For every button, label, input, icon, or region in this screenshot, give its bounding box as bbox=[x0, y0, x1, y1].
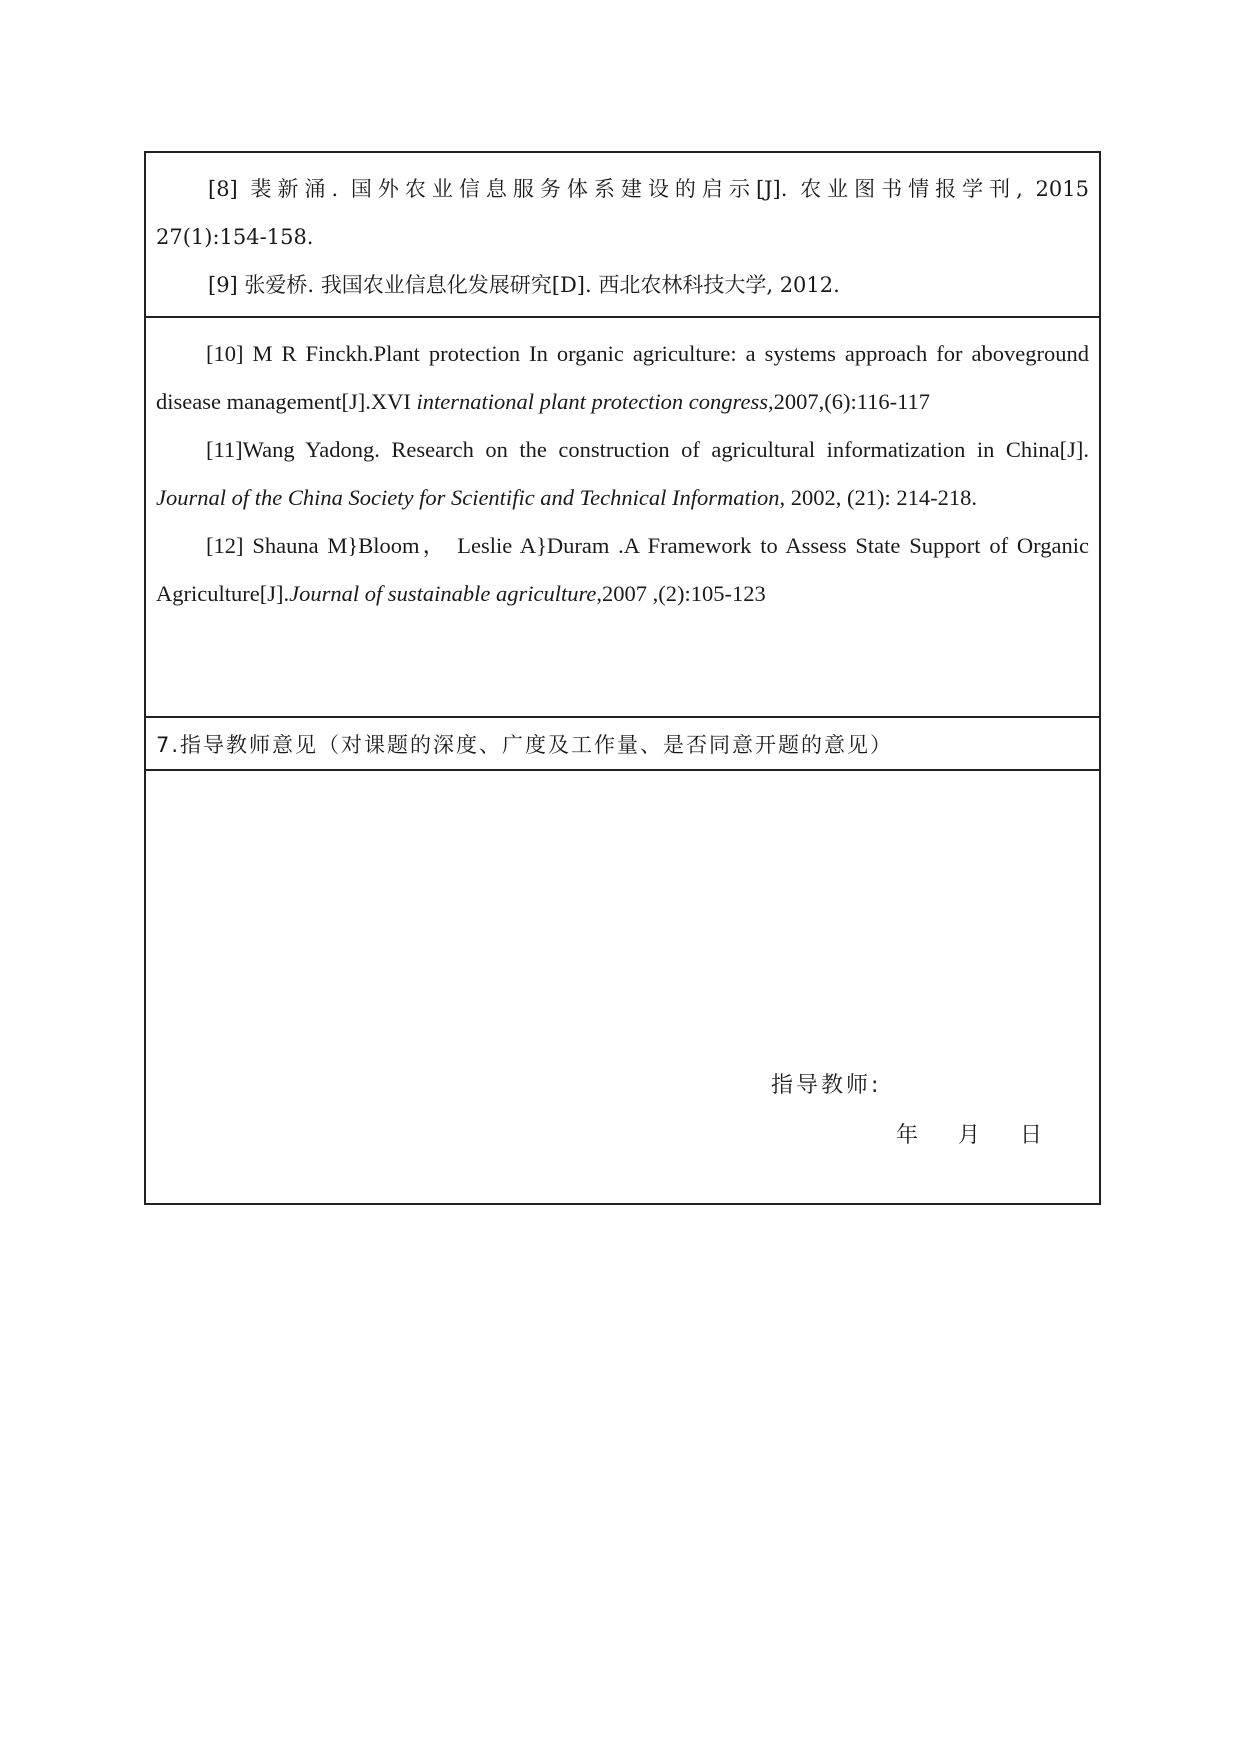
reference-11 bbox=[156, 426, 1089, 522]
date-month: 月 bbox=[958, 1123, 981, 1148]
reference-11-tail: , 2002, (21): 214-218. bbox=[779, 485, 977, 510]
reference-11-text: [11]Wang Yadong. Research on the construction of agricultural informatization in China[J]. bbox=[206, 437, 1089, 462]
date-year: 年 bbox=[896, 1123, 919, 1148]
supervisor-opinion-area[interactable] bbox=[146, 771, 1099, 1203]
reference-10-source: international plant protection congress bbox=[416, 389, 768, 414]
reference-11-source: Journal of the China Society for Scientific and Technical Information bbox=[156, 485, 780, 510]
reference-8-line2: 27(1):154-158. bbox=[156, 225, 314, 249]
references-chinese-section bbox=[146, 153, 1099, 318]
reference-10-text: [10] M R Finckh.Plant protection In organic agriculture: a systems approach for aboveground disease management[J].XVI bbox=[156, 341, 1089, 414]
reference-12-tail: ,2007 ,(2):105-123 bbox=[596, 581, 766, 606]
reference-12 bbox=[156, 522, 1089, 618]
date-day: 日 bbox=[1020, 1123, 1043, 1148]
opening-report-form bbox=[144, 151, 1101, 1205]
reference-12-text: [12] Shauna M}Bloom， Leslie A}Duram .A Framework to Assess State Support of Organic Agriculture[J]. bbox=[156, 533, 1089, 606]
reference-12-source: Journal of sustainable agriculture bbox=[289, 581, 597, 606]
reference-10 bbox=[156, 330, 1089, 426]
section-7-heading-cell bbox=[146, 718, 1099, 771]
reference-10-tail: ,2007,(6):116-117 bbox=[767, 389, 931, 414]
reference-8-line1: [8] 裴新涌. 国外农业信息服务体系建设的启示[J]. 农业图书情报学刊, 2015 bbox=[208, 177, 1089, 201]
references-english-section bbox=[146, 318, 1099, 718]
date-line bbox=[896, 1118, 1042, 1149]
section-7-heading: 7.指导教师意见（对课题的深度、广度及工作量、是否同意开题的意见） bbox=[156, 732, 894, 757]
supervisor-signature-label: 指导教师: bbox=[771, 1073, 882, 1098]
reference-9: [9] 张爱桥. 我国农业信息化发展研究[D]. 西北农林科技大学, 2012. bbox=[208, 273, 840, 297]
